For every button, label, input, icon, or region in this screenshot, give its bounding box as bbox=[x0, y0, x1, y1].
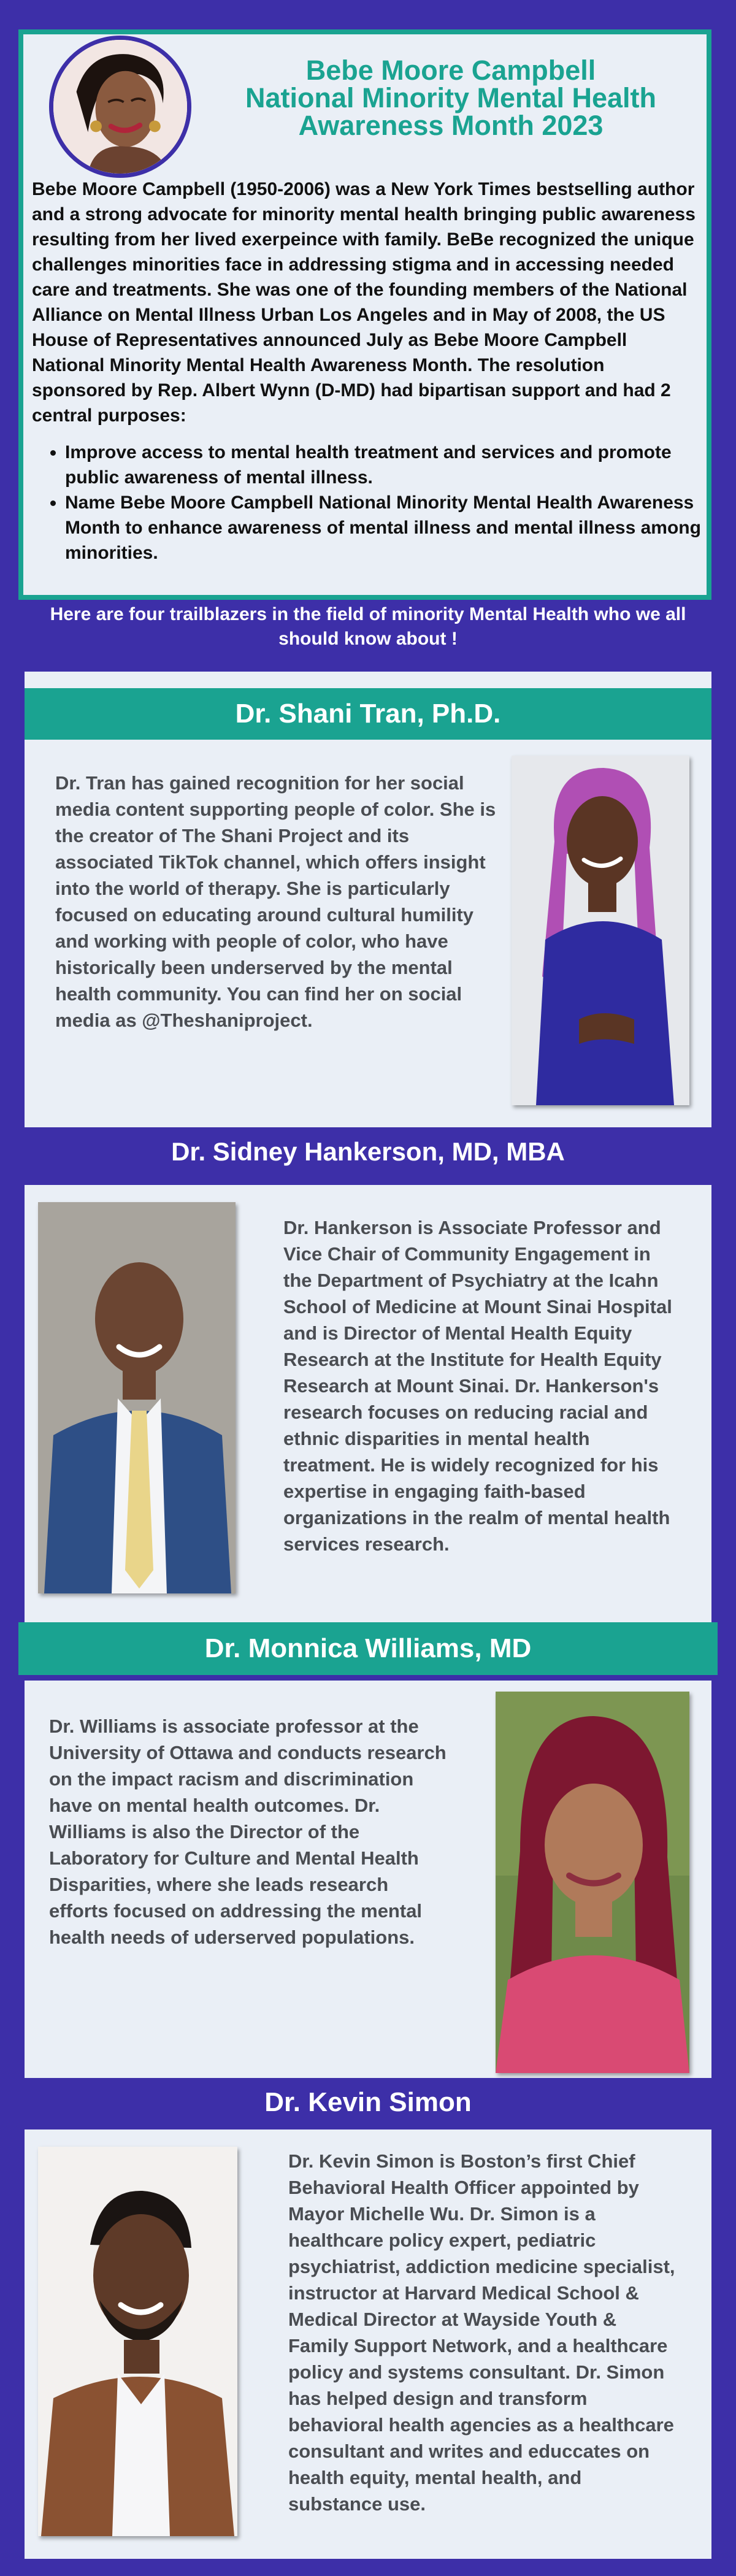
profile-name-bar bbox=[18, 2078, 718, 2127]
purpose-item: • Improve access to mental health treatment and services and promote public awareness of mental illness. bbox=[65, 440, 703, 490]
profile-photo-simon bbox=[38, 2147, 237, 2536]
profile-bio: Dr. Tran has gained recognition for her social media content supporting people of color. She is the creator of The Shani Project and its associated TikTok channel, which offers insight into the world of therapy. She is particularly focused on educating around cultural humility and working with people of color, who have historically been underserved by the mental health community. You can find her on social media as @Theshaniproject. bbox=[55, 772, 496, 1031]
profile-name: Dr. Sidney Hankerson, MD, MBA bbox=[171, 1137, 565, 1166]
profile-name-bar bbox=[25, 688, 711, 740]
profile-bio: Dr. Hankerson is Associate Professor and Vice Chair of Community Engagement in the Department of Psychiatry at the Icahn School of Medicine at Mount Sinai Hospital and is Director of Mental Health Equity Research at the Institute for Health Equity Research at Mount Sinai. Dr. Hankerson's research focuses on reducing racial and ethnic disparities in mental health treatment. He is widely recognized for his expertise in engaging faith-based organizations in the realm of mental health services research. bbox=[283, 1217, 672, 1555]
trailblazers-intro: Here are four trailblazers in the field of minority Mental Health who we all should know about ! bbox=[50, 604, 686, 649]
bebe-portrait bbox=[49, 36, 191, 178]
title-line-2: National Minority Mental Health bbox=[245, 82, 657, 113]
purpose-item: • Name Bebe Moore Campbell National Minority Mental Health Awareness Month to enhance awareness of mental illness and mental illness among minorities. bbox=[65, 490, 703, 565]
profile-name: Dr. Shani Tran, Ph.D. bbox=[235, 699, 501, 729]
profile-name-bar bbox=[18, 1127, 718, 1176]
page-title bbox=[209, 56, 693, 139]
intro-paragraph: Bebe Moore Campbell (1950-2006) was a New York Times bestselling author and a strong advocate for minority mental health bringing public awareness resulting from her lived exerpeince with family. BeBe recognized the unique challenges minorities face in addressing stigma and in accessing needed care and treatments. She was one of the founding members of the National Alliance on Mental Illness Urban Los Angeles and in May of 2008, the US House of Representatives announced July as Bebe Moore Campbell National Minority Mental Health Awareness Month. The resolution sponsored by Rep. Albert Wynn (D-MD) had bipartisan support and had 2 central purposes: bbox=[32, 179, 696, 426]
profile-name: Dr. Monnica Williams, MD bbox=[204, 1633, 532, 1663]
title-line-3: Awareness Month 2023 bbox=[298, 110, 604, 141]
profile-name-bar bbox=[18, 1622, 718, 1675]
profile-bio: Dr. Williams is associate professor at the University of Ottawa and conducts research on the impact racism and discrimination have on mental health outcomes. Dr. Williams is also the Director of the Laboratory for Culture and Mental Health Disparities, where she leads research efforts focused on addressing the mental health needs of uderserved populations. bbox=[49, 1715, 447, 1948]
profile-photo-williams bbox=[496, 1692, 689, 2073]
profile-name: Dr. Kevin Simon bbox=[264, 2087, 472, 2117]
profile-photo-tran bbox=[512, 756, 689, 1105]
profile-photo-hankerson bbox=[38, 1202, 236, 1593]
purposes-list bbox=[37, 440, 703, 565]
title-line-1: Bebe Moore Campbell bbox=[305, 55, 596, 86]
profile-bio: Dr. Kevin Simon is Boston’s first Chief Behavioral Health Officer appointed by Mayor Michelle Wu. Dr. Simon is a healthcare policy expert, pediatric psychiatrist, addiction medicine specialist, instructor at Harvard Medical School & Medical Director at Wayside Youth & Family Support Network, and a healthcare policy and systems consultant. Dr. Simon has helped design and transform behavioral health agencies as a healthcare consultant and writes and educcates on health equity, mental health, and substance use. bbox=[288, 2150, 675, 2515]
